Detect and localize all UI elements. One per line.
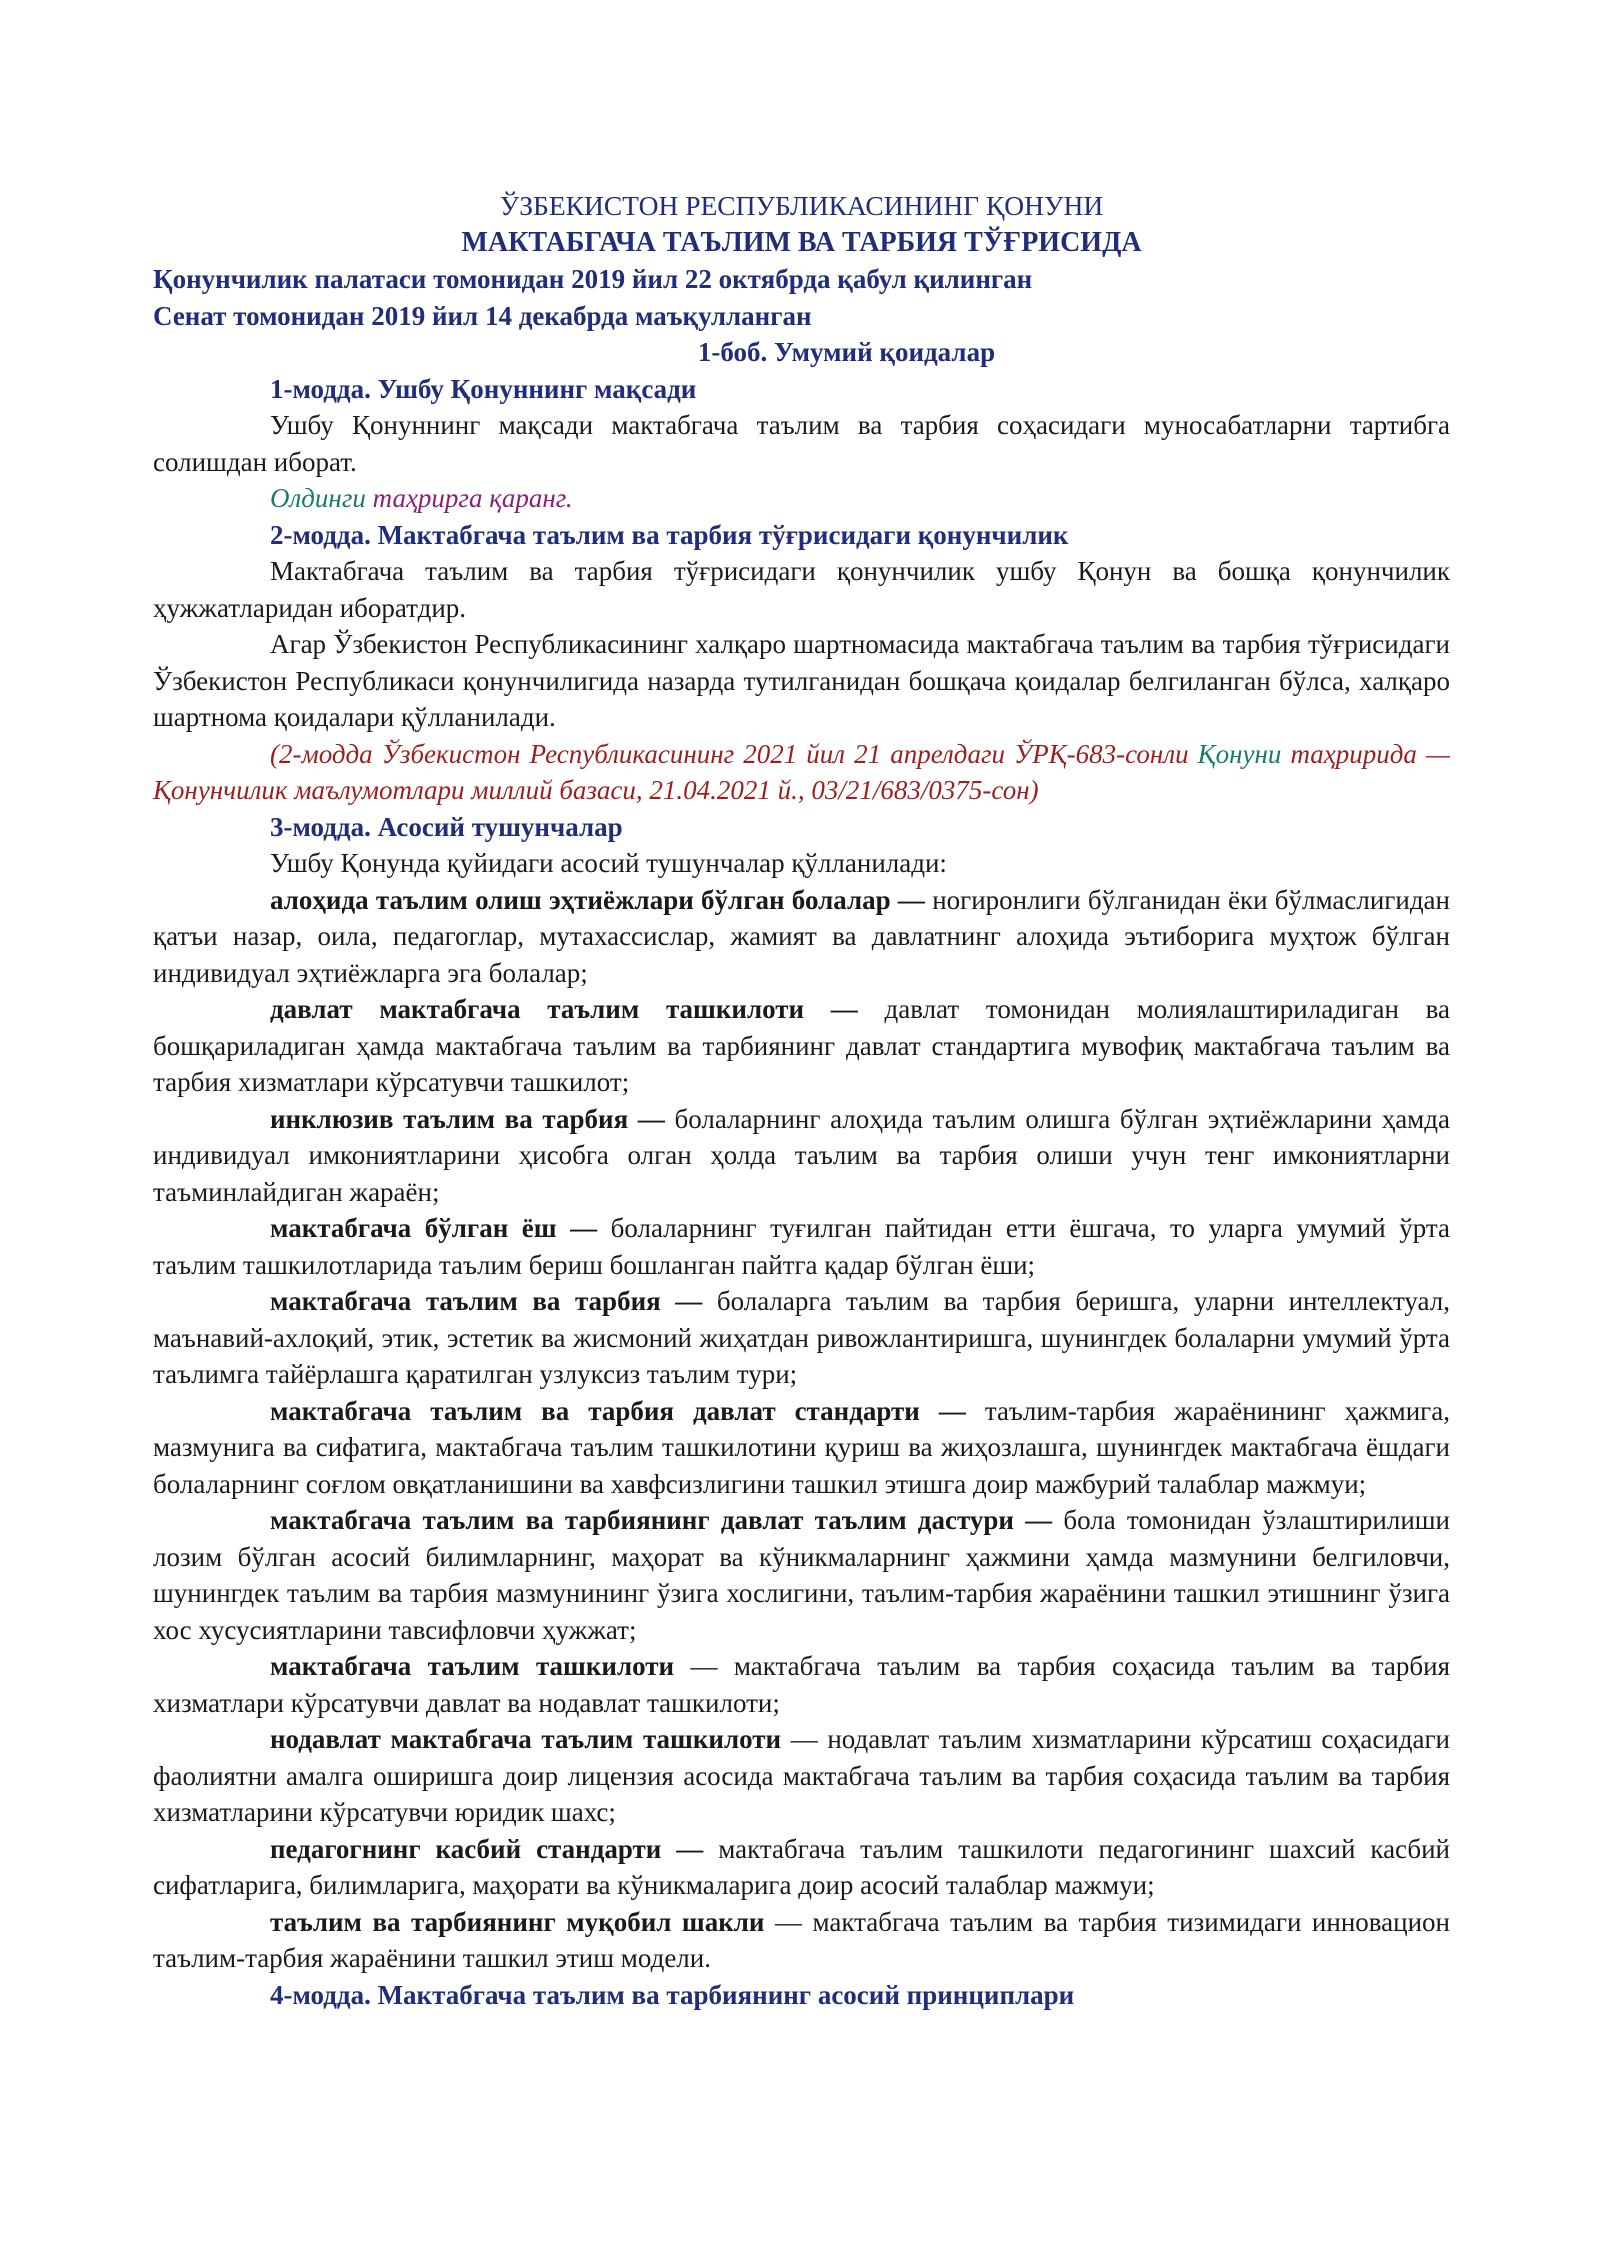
article-3-intro: Ушбу Қонунда қуйидаги асосий тушунчалар қўлланилади:: [270, 848, 947, 878]
article-2-text-2: Агар Ўзбекистон Республикасининг халқаро шартномасида мактабгача таълим ва тарбия тўғрисидаги Ўзбекистон Республикаси қонунчилигида назарда тутилганидан бошқача қоидалар белгиланган бўлса, халқаро шартнома қоидалари қўлланилади.: [153, 629, 1450, 732]
amendment-note-a: (2-модда Ўзбекистон Республикасининг 2021 йил 21 апрелдаги ЎРҚ-683-сонли: [270, 738, 1198, 769]
approval-line: Сенат томонидан 2019 йил 14 декабрда маъқулланган: [153, 300, 812, 331]
article-3-heading: 3-модда. Асосий тушунчалар: [270, 811, 623, 842]
chapter-heading: 1-боб. Умумий қоидалар: [697, 337, 996, 367]
article-2-heading: 2-модда. Мактабгача таълим ва тарбия тўғрисидаги қонунчилик: [270, 519, 1069, 550]
definition-item: [153, 1393, 1450, 1503]
definition-item: [153, 1648, 1450, 1721]
definition-text: — мактабгача таълим ва тарбия тизимидаги инновацион таълим-тарбия жараёнини ташкил этиш модели.: [153, 1906, 1451, 1973]
definition-term: нодавлат мактабгача таълим ташкилоти: [270, 1724, 782, 1754]
definition-item: [153, 1831, 1450, 1904]
adoption-line: Қонунчилик палатаси томонидан 2019 йил 22 октябрда қабул қилинган: [153, 264, 1033, 294]
definition-term: мактабгача таълим ташкилоти: [270, 1651, 675, 1681]
definition-text: бола томонидан ўзлаштирилиши лозим бўлган асосий билимларнинг, маҳорат ва кўникмаларнинг ҳажмини ҳамда мазмунини белгиловчи, шунингдек таълим ва тарбия мазмунининг ўзига хослигини, таълим-тарбия жараёнини ташкил этишнинг ўзига хос хусусиятларини тавсифловчи ҳужжат;: [153, 1505, 1451, 1645]
article-4-heading: 4-модда. Мактабгача таълим ва тарбиянинг асосий принциплари: [270, 1979, 1075, 2010]
definition-text: болаларнинг алоҳида таълим олишга бўлган эҳтиёжларини ҳамда индивидуал имкониятларини ҳисобга олган ҳолда таълим ва тарбия олиши учун тенг имкониятларни таъминлайдиган жараён;: [153, 1103, 1450, 1207]
definition-item: [153, 1210, 1450, 1283]
definition-text: болаларнинг туғилган пайтидан етти ёшгача, то уларга умумий ўрта таълим ташкилотларида таълим бериш бошланган пайтга қадар бўлган ёши;: [153, 1213, 1450, 1280]
definition-term: давлат мактабгача таълим ташкилоти —: [270, 994, 858, 1024]
definition-item: [153, 1721, 1450, 1831]
definition-term: мактабгача таълим ва тарбия —: [270, 1286, 703, 1316]
amendment-note: [153, 736, 1450, 809]
article-1-text: Ушбу Қонуннинг мақсади мактабгача таълим ва тарбия соҳасидаги муносабатларни тартибга солишдан иборат.: [153, 410, 1450, 477]
definition-text: — нодавлат таълим хизматларини кўрсатиш соҳасидаги фаолиятни амалга оширишга доир лицензия асосида мактабгача таълим ва тарбия соҳасида таълим ва тарбия хизматларини кўрсатувчи юридик шахс;: [153, 1724, 1450, 1827]
definition-term: алоҳида таълим олиш эҳтиёжлари бўлган болалар —: [270, 884, 925, 915]
definition-term: педагогнинг касбий стандарти —: [270, 1833, 704, 1864]
article-1-heading: 1-модда. Ушбу Қонуннинг мақсади: [270, 373, 697, 404]
definition-term: мактабгача бўлган ёш —: [270, 1213, 598, 1243]
definition-text: ногиронлиги бўлганидан ёки бўлмаслигидан қатъи назар, оила, педагоглар, мутахассислар, жамият ва давлатнинг алоҳида эътиборига муҳтож бўлган индивидуал эҳтиёжларга эга болалар;: [153, 884, 1450, 988]
definition-item: [153, 882, 1450, 992]
definition-text: давлат томонидан молиялаштириладиган ва бошқариладиган ҳамда мактабгача таълим ва тарбиянинг давлат стандартига мувофиқ мактабгача таълим ва тарбия хизматлари кўрсатувчи ташкилот;: [153, 994, 1450, 1097]
definition-item: [153, 1904, 1450, 1977]
definition-item: [153, 1101, 1450, 1211]
definition-term: мактабгача таълим ва тарбиянинг давлат таълим дастури —: [270, 1505, 1053, 1535]
definition-text: таълим-тарбия жараёнининг ҳажмига, мазмунига ва сифатига, мактабгача таълим ташкилотини қуриш ва жиҳозлашга, шунингдек мактабгача ёшдаги болаларнинг соғлом овқатланишини ва хавфсизлигини ташкил этишга доир мажбурий талаблар мажмуи;: [153, 1395, 1450, 1499]
amendment-law-link[interactable]: Қонуни: [1197, 738, 1282, 769]
definition-text: болаларга таълим ва тарбия беришга, уларни интеллектуал, маънавий-ахлоқий, этик, эстетик ва жисмоний жиҳатдан ривожлантиришга, шунингдек болаларни умумий ўрта таълимга тайёрлашга қаратилган узлуксиз таълим тури;: [153, 1286, 1450, 1389]
definition-term: мактабгача таълим ва тарбия давлат стандарти —: [270, 1395, 966, 1426]
previous-edition-link-b[interactable]: таҳрирга қаранг.: [365, 483, 573, 513]
amendment-note-b: таҳририда — Қонунчилик маълумотлари миллий базаси, 21.04.2021 й., 03/21/683/0375-сон): [153, 738, 1450, 805]
definition-term: таълим ва тарбиянинг муқобил шакли: [270, 1906, 765, 1937]
law-subject: МАКТАБГАЧА ТАЪЛИМ ВА ТАРБИЯ ТЎҒРИСИДА: [461, 226, 1142, 258]
definition-item: [153, 991, 1450, 1101]
previous-edition-link-a[interactable]: Олдинги: [270, 483, 366, 513]
article-2-text-1: Мактабгача таълим ва тарбия тўғрисидаги қонунчилик ушбу Қонун ва бошқа қонунчилик ҳужжатларидан иборатдир.: [153, 556, 1450, 623]
definition-text: — мактабгача таълим ва тарбия соҳасида таълим ва тарбия хизматлари кўрсатувчи давлат ва нодавлат ташкилоти;: [153, 1651, 1450, 1718]
definition-item: [153, 1502, 1450, 1648]
definition-text: мактабгача таълим ташкилоти педагогининг шахсий касбий сифатларига, билимларига, маҳорати ва кўникмаларига доир асосий талаблар мажмуи;: [153, 1833, 1451, 1900]
previous-edition-note[interactable]: [153, 480, 1450, 517]
definition-item: [153, 1283, 1450, 1393]
definition-term: инклюзив таълим ва тарбия —: [270, 1103, 665, 1134]
law-title: ЎЗБЕКИСТОН РЕСПУБЛИКАСИНИНГ ҚОНУНИ: [499, 190, 1104, 221]
